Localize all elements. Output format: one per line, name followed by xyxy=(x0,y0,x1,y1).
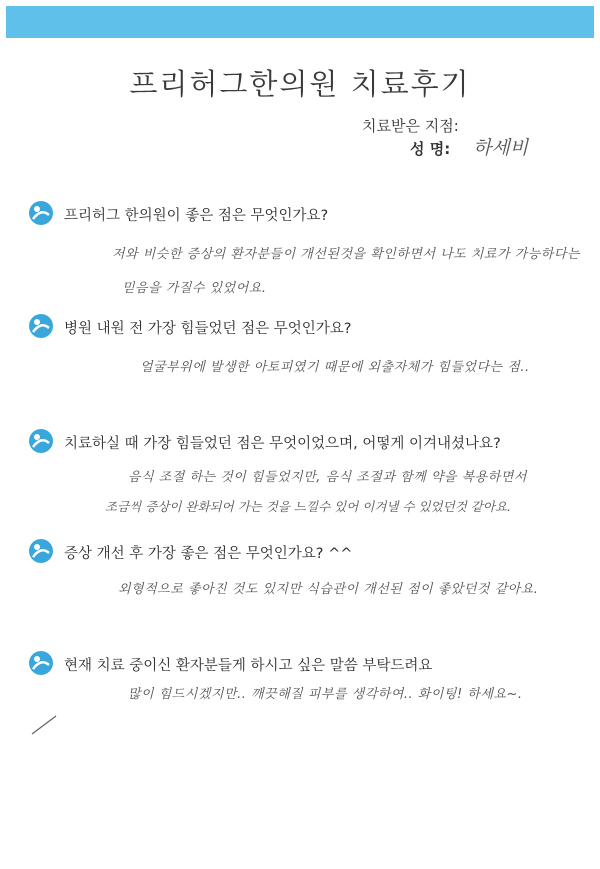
branch-label: 치료받은 지점: xyxy=(362,117,459,135)
answer-line: 외형적으로 좋아진 것도 있지만 식습관이 개선된 점이 좋았던것 같아요. xyxy=(118,582,539,597)
question-text: 병원 내원 전 가장 힘들었던 점은 무엇인가요? xyxy=(64,321,352,337)
page-title: 프리허그한의원 치료후기 xyxy=(129,67,471,101)
top-color-band xyxy=(6,6,594,38)
answer-line: 많이 힘드시겠지만.. 깨끗해질 피부를 생각하여.. 화이팅! 하세요~. xyxy=(128,687,523,702)
question-text: 현재 치료 중이신 환자분들게 하시고 싶은 말씀 부탁드려요 xyxy=(64,658,433,674)
hug-logo-icon xyxy=(28,538,54,564)
answer-line: 저와 비슷한 증상의 환자분들이 개선된것을 확인하면서 나도 치료가 가능하다는 xyxy=(112,247,580,262)
question-text: 증상 개선 후 가장 좋은 점은 무엇인가요? ^^ xyxy=(64,546,353,562)
hug-logo-icon xyxy=(28,428,54,454)
name-label: 성 명: xyxy=(410,140,451,158)
answer-line: 조금씩 증상이 완화되어 가는 것을 느낄수 있어 이겨낼 수 있었던것 같아요. xyxy=(105,499,511,514)
answer-line: 음식 조절 하는 것이 힘들었지만, 음식 조절과 함께 약을 복용하면서 xyxy=(128,470,527,485)
hug-logo-icon xyxy=(28,200,54,226)
hug-logo-icon xyxy=(28,650,54,676)
question-text: 프리허그 한의원이 좋은 점은 무엇인가요? xyxy=(64,208,329,224)
answer-line: 믿음을 가질수 있었어요. xyxy=(122,281,267,296)
pen-stroke-mark xyxy=(30,712,60,736)
answer-line: 얼굴부위에 발생한 아토피였기 때문에 외출자체가 힘들었다는 점.. xyxy=(140,360,530,375)
name-value: 하세비 xyxy=(473,137,529,159)
hug-logo-icon xyxy=(28,313,54,339)
question-text: 치료하실 때 가장 힘들었던 점은 무엇이었으며, 어떻게 이겨내셨나요? xyxy=(64,436,501,452)
